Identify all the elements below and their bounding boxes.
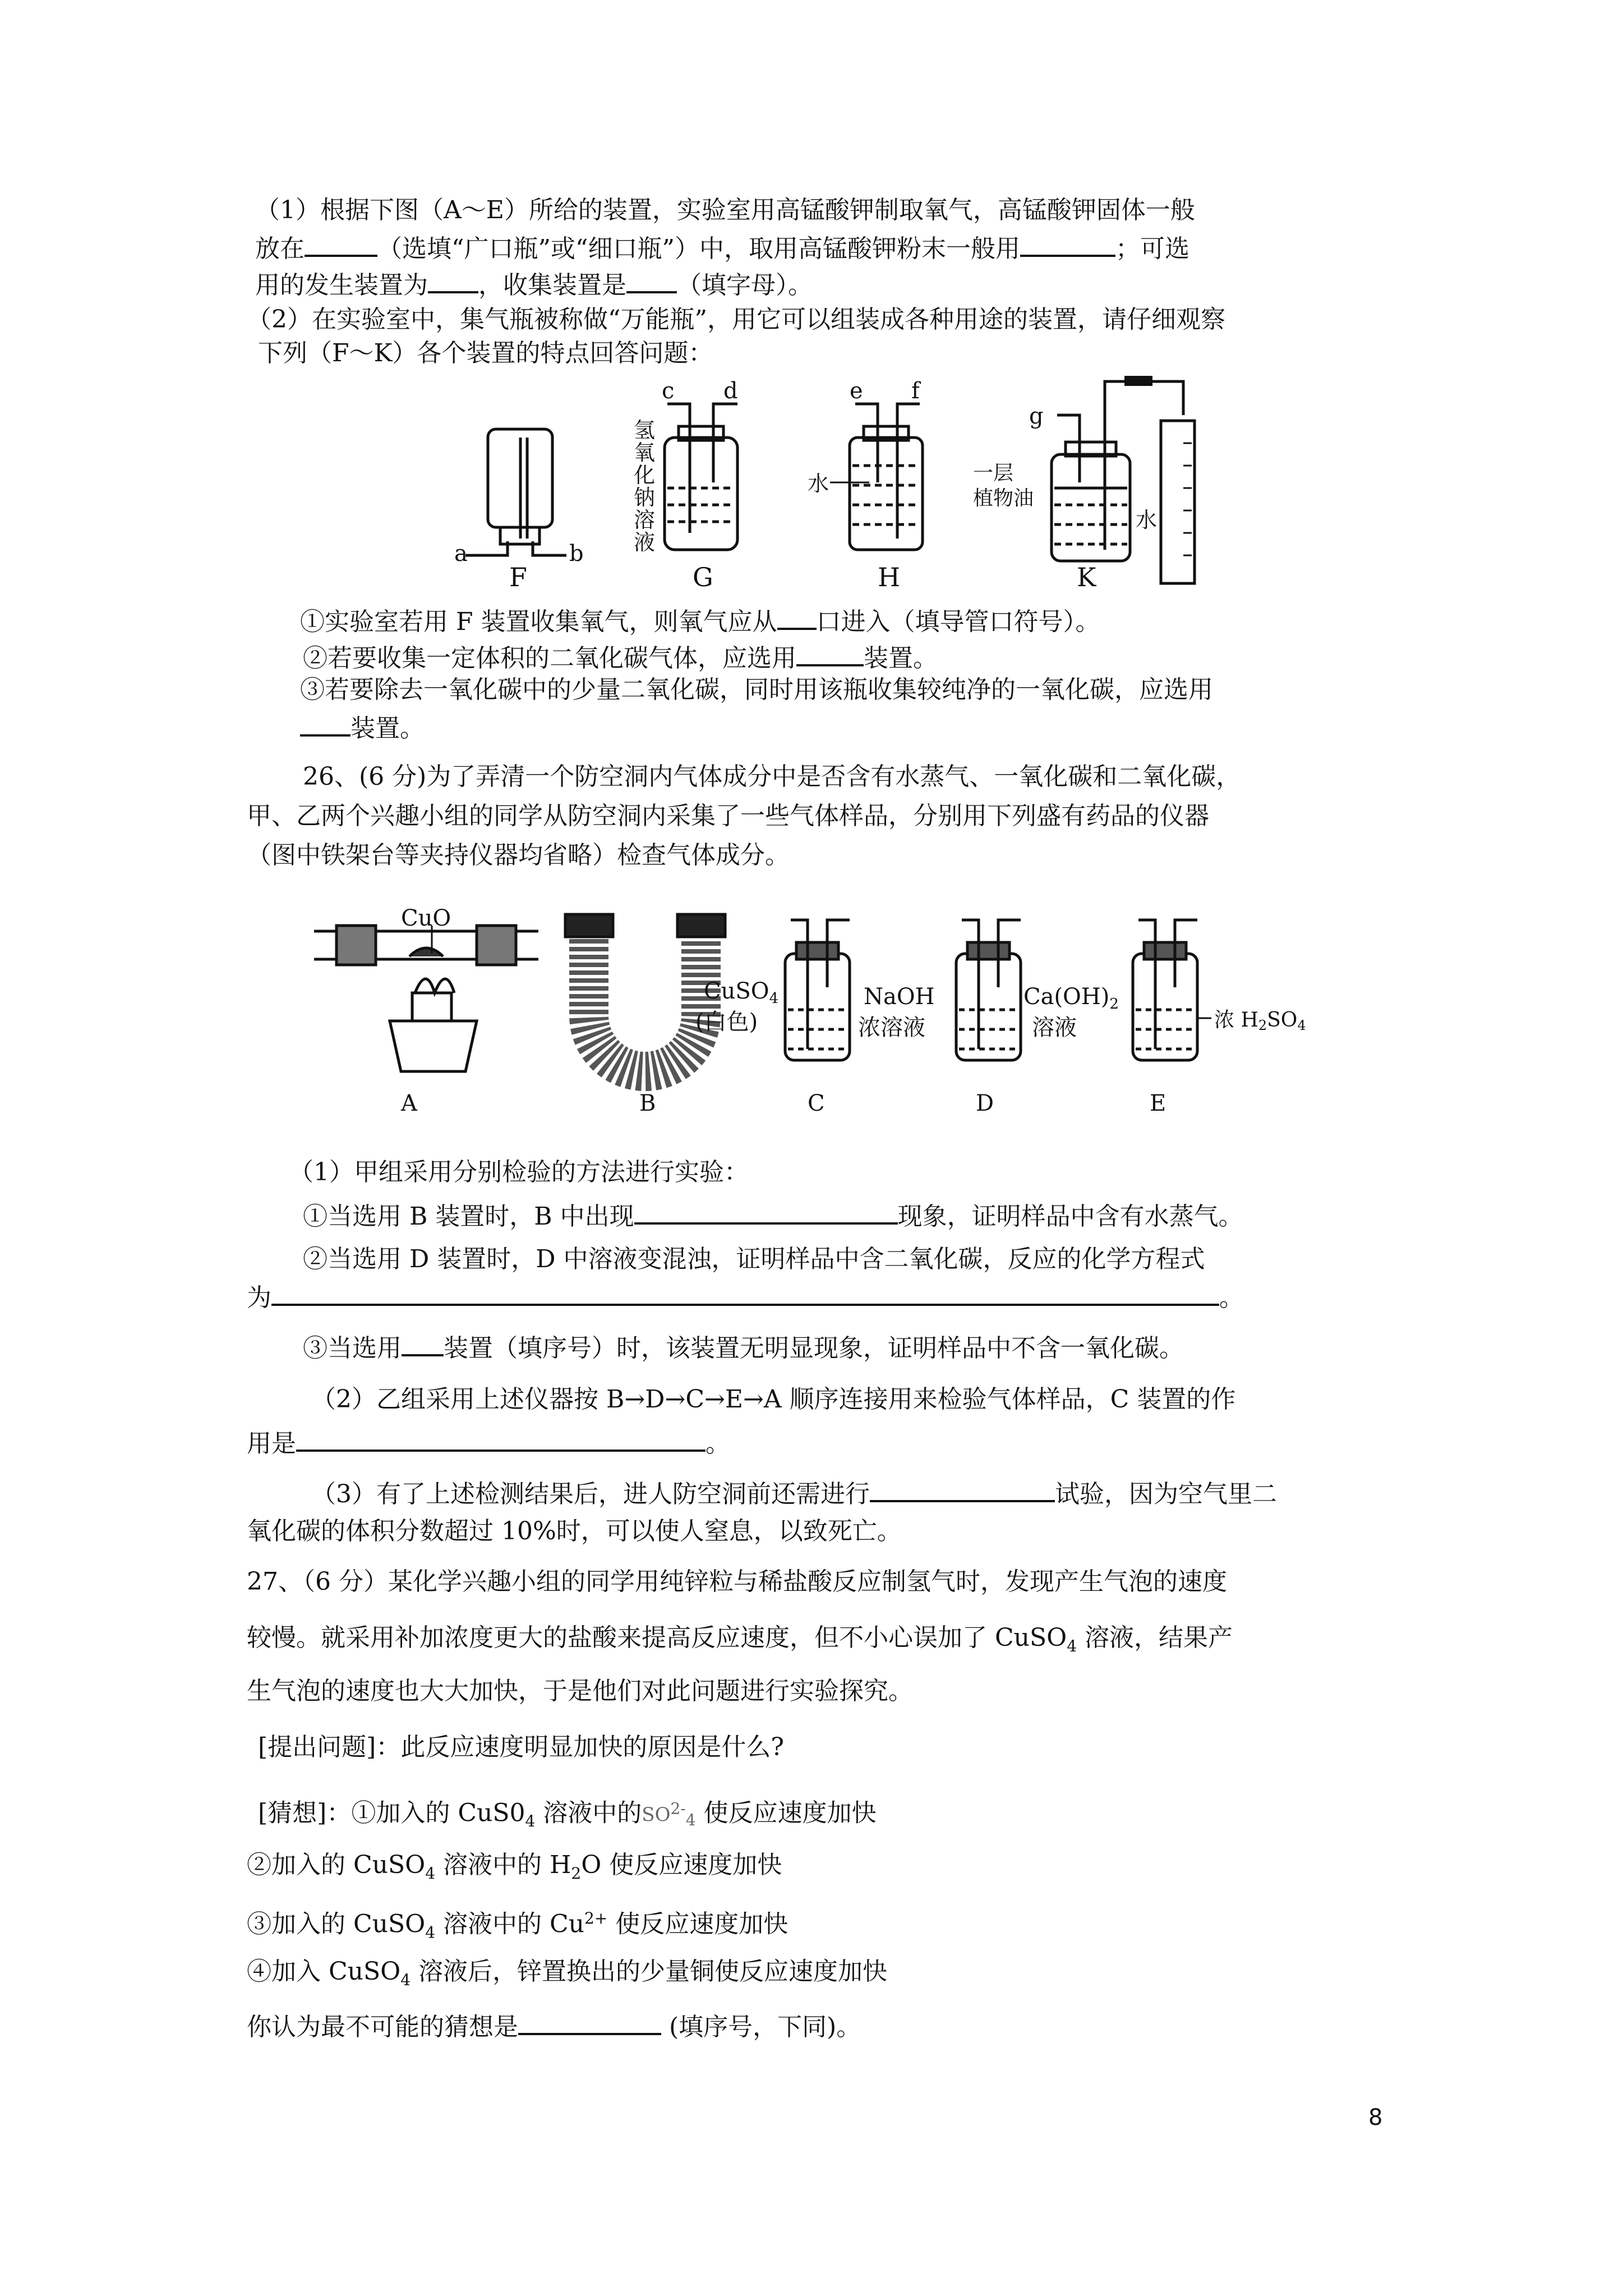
q2-item3-cont: [300, 710, 425, 746]
subscript: 4: [1297, 1018, 1306, 1033]
q2-item3: ③若要除去一氧化碳中的少量二氧化碳，同时用该瓶收集较纯净的一氧化碳，应选用: [300, 675, 1213, 704]
text: 你认为最不可能的猜想是: [247, 2013, 518, 2041]
text: 溶液后，锌置换出的少量铜使反应速度加快: [411, 1957, 888, 1986]
q26-part1c: [303, 1329, 1184, 1365]
text: [猜想]：①加入的 CuS0: [258, 1798, 525, 1828]
text: 装置。: [351, 714, 425, 743]
subscript: 4: [425, 1923, 436, 1942]
answer-blank[interactable]: [305, 230, 377, 257]
answer-blank[interactable]: [518, 2008, 661, 2035]
label-f-port: f: [911, 378, 920, 404]
text: ④加入 CuSO: [247, 1957, 401, 1986]
subscript: 4: [1067, 1636, 1077, 1655]
label-c: C: [808, 1091, 825, 1116]
label-d: D: [976, 1091, 994, 1116]
subscript: 4: [685, 1811, 696, 1830]
text: 装置。: [864, 644, 938, 673]
text: 用是: [247, 1429, 296, 1458]
label-a: A: [401, 1091, 417, 1116]
label-b: b: [569, 541, 584, 567]
q26-line3: （图中铁架台等夹持仪器均省略）检查气体成分。: [247, 841, 790, 869]
text: ①实验室若用 F 装置收集氧气，则氧气应从: [300, 608, 777, 636]
label-b: B: [639, 1091, 656, 1116]
text: 。: [706, 1429, 730, 1458]
subscript: 2: [1258, 1018, 1267, 1033]
label-cuso4: [704, 978, 778, 1007]
q26-line1: 26、(6 分)为了弄清一个防空洞内气体成分中是否含有水蒸气、一氧化碳和二氧化碳，: [303, 762, 1241, 791]
label-naoh-6: 液: [634, 530, 656, 555]
apparatus-c: [785, 920, 850, 1060]
text: ；可选: [1115, 234, 1189, 263]
q-intro-line4: （2）在实验室中，集气瓶被称做“万能瓶”，用它可以组装成各种用途的装置，请仔细观察: [247, 305, 1225, 334]
apparatus-f: [465, 429, 566, 555]
text: 溶液中的 Cu: [435, 1910, 585, 1939]
q27-question: [提出问题]：此反应速度明显加快的原因是什么?: [258, 1733, 784, 1761]
text: CuSO: [704, 978, 769, 1004]
label-naoh-4: 钠: [634, 485, 656, 510]
label-e: e: [850, 378, 863, 404]
q26-part3-cont: 氧化碳的体积分数超过 10%时，可以使人窒息，以致死亡。: [247, 1517, 902, 1545]
label-d: d: [723, 378, 738, 404]
text: 浓 H: [1214, 1009, 1258, 1032]
text: 装置（填序号）时，该装置无明显现象，证明样品中不含一氧化碳。: [444, 1334, 1184, 1363]
answer-blank[interactable]: [271, 1279, 1219, 1306]
answer-blank[interactable]: [796, 639, 864, 666]
label-caoh2-sol: 溶液: [1032, 1015, 1077, 1041]
label-naoh: NaOH: [864, 984, 935, 1010]
q27-answer-line: [247, 2008, 861, 2044]
text: ①当选用 B 装置时，B 中出现: [303, 1202, 634, 1231]
label-cuo: CuO: [401, 905, 451, 931]
superscript: 2-: [670, 1800, 686, 1818]
label-naoh-2: 氧: [634, 440, 656, 465]
label-white: (白色): [695, 1009, 758, 1035]
subscript: 2: [571, 1864, 582, 1883]
text: 口进入（填导管口符号）。: [816, 608, 1100, 636]
label-h: H: [878, 562, 901, 589]
q26-part2-cont: [247, 1425, 730, 1461]
figure-apparatus-ae: [303, 903, 1346, 1116]
q26-part1b: ②当选用 D 装置时，D 中溶液变混浊，证明样品中含二氧化碳，反应的化学方程式: [303, 1245, 1205, 1273]
q27-guess1: [258, 1792, 877, 1838]
text: 溶液中的: [535, 1798, 642, 1828]
q2-item2: [303, 639, 938, 675]
answer-blank[interactable]: [402, 1329, 444, 1356]
text: ，收集装置是: [478, 271, 626, 300]
answer-blank[interactable]: [634, 1198, 898, 1225]
page-number: 8: [1368, 2105, 1383, 2131]
q27-guess4: [247, 1955, 887, 1997]
label-naoh-3: 化: [634, 463, 656, 487]
text: 试验，因为空气里二: [1055, 1480, 1277, 1508]
q27-line2: [247, 1621, 1233, 1663]
text: O 使反应速度加快: [581, 1851, 782, 1879]
rubber-tube: [1124, 376, 1152, 386]
label-caoh2: [1023, 984, 1119, 1013]
answer-blank[interactable]: [777, 603, 817, 630]
label-water-h: 水: [808, 471, 829, 496]
q2-item1: [300, 603, 1100, 639]
text: 溶液中的 H: [435, 1851, 571, 1879]
label-g-port: g: [1029, 403, 1044, 429]
subscript: 4: [425, 1864, 436, 1883]
label-e: E: [1150, 1091, 1166, 1116]
q26-part3: [311, 1475, 1277, 1511]
label-oil-2: 植物油: [973, 487, 1034, 510]
text: 现象，证明样品中含有水蒸气。: [897, 1202, 1243, 1231]
q27-line1: 27、（6 分）某化学兴趣小组的同学用纯锌粒与稀盐酸反应制氢气时，发现产生气泡的速度: [247, 1567, 1227, 1596]
apparatus-e: [1133, 920, 1211, 1060]
apparatus-g: [665, 404, 737, 550]
subscript: 4: [400, 1970, 411, 1989]
text: SO: [1267, 1009, 1298, 1032]
label-water-k: 水: [1136, 508, 1158, 532]
label-h2so4: [1214, 1009, 1306, 1033]
text: (填序号，下同)。: [661, 2013, 861, 2041]
answer-blank[interactable]: [300, 710, 351, 737]
superscript: 2+: [584, 1909, 608, 1927]
q26-part2: （2）乙组采用上述仪器按 B→D→C→E→A 顺序连接用来检验气体样品，C 装置的作: [311, 1385, 1236, 1414]
text: 溶液，结果产: [1077, 1623, 1233, 1652]
label-oil-1: 一层: [973, 462, 1014, 485]
q26-part1: （1）甲组采用分别检验的方法进行实验：: [289, 1158, 749, 1186]
q-intro-line5: 下列（F～K）各个装置的特点回答问题：: [258, 339, 713, 367]
text: （选填“广口瓶”或“细口瓶”）中，取用高锰酸钾粉末一般用: [377, 234, 1020, 263]
text: 使反应速度加快: [607, 1910, 789, 1939]
label-c: c: [662, 378, 675, 404]
apparatus-h: [830, 404, 923, 550]
text: 较慢。就采用补加浓度更大的盐酸来提高反应速度，但不小心误加了 CuSO: [247, 1623, 1067, 1652]
answer-blank[interactable]: [1020, 230, 1115, 257]
q-intro-line3: [255, 266, 813, 302]
q27-guess3: [247, 1902, 788, 1949]
figure-bottles-fghk: [437, 370, 1234, 589]
subscript: 4: [525, 1812, 536, 1831]
answer-blank[interactable]: [428, 266, 478, 293]
q26-line2: 甲、乙两个兴趣小组的同学从防空洞内采集了一些气体样品，分别用下列盛有药品的仪器: [247, 802, 1209, 830]
text: （填字母）。: [677, 271, 813, 300]
label-k: K: [1077, 562, 1096, 589]
apparatus-b: [565, 914, 725, 1071]
q-intro-line2: [255, 230, 1189, 266]
text: ②若要收集一定体积的二氧化碳气体，应选用: [303, 644, 796, 673]
text: Ca(OH): [1023, 984, 1110, 1010]
q26-part1b-cont: [247, 1279, 1244, 1315]
label-naoh-1: 氢: [634, 418, 656, 443]
sulfate-ion: [642, 1800, 696, 1830]
apparatus-d: [956, 920, 1021, 1060]
q-intro-line1: （1）根据下图（A～E）所给的装置，实验室用高锰酸钾制取氧气，高锰酸钾固体一般: [255, 196, 1195, 224]
text: （3）有了上述检测结果后，进人防空洞前还需进行: [311, 1480, 870, 1508]
text: SO: [642, 1803, 671, 1826]
answer-blank[interactable]: [296, 1425, 706, 1452]
text: 用的发生装置为: [255, 271, 428, 300]
answer-blank[interactable]: [626, 266, 677, 293]
text: 放在: [255, 234, 305, 263]
text: 使反应速度加快: [695, 1798, 877, 1828]
label-g: G: [693, 562, 713, 589]
apparatus-a: [314, 926, 538, 1071]
text: ②加入的 CuSO: [247, 1851, 426, 1879]
subscript: 2: [1109, 996, 1119, 1013]
text: ③当选用: [303, 1334, 402, 1363]
label-f: F: [509, 562, 527, 589]
q27-line3: 生气泡的速度也大大加快，于是他们对此问题进行实验探究。: [247, 1677, 913, 1705]
text: 。: [1219, 1283, 1244, 1312]
label-naoh-5: 溶: [634, 508, 656, 532]
q26-part1a: [303, 1198, 1243, 1234]
text: 为: [247, 1283, 271, 1312]
subscript: 4: [769, 990, 779, 1007]
q27-guess2: [247, 1848, 782, 1890]
label-a: a: [454, 541, 468, 567]
answer-blank[interactable]: [870, 1475, 1055, 1502]
label-naoh-conc: 浓溶液: [858, 1015, 925, 1041]
text: ③加入的 CuSO: [247, 1910, 426, 1939]
apparatus-k: [1052, 381, 1195, 583]
